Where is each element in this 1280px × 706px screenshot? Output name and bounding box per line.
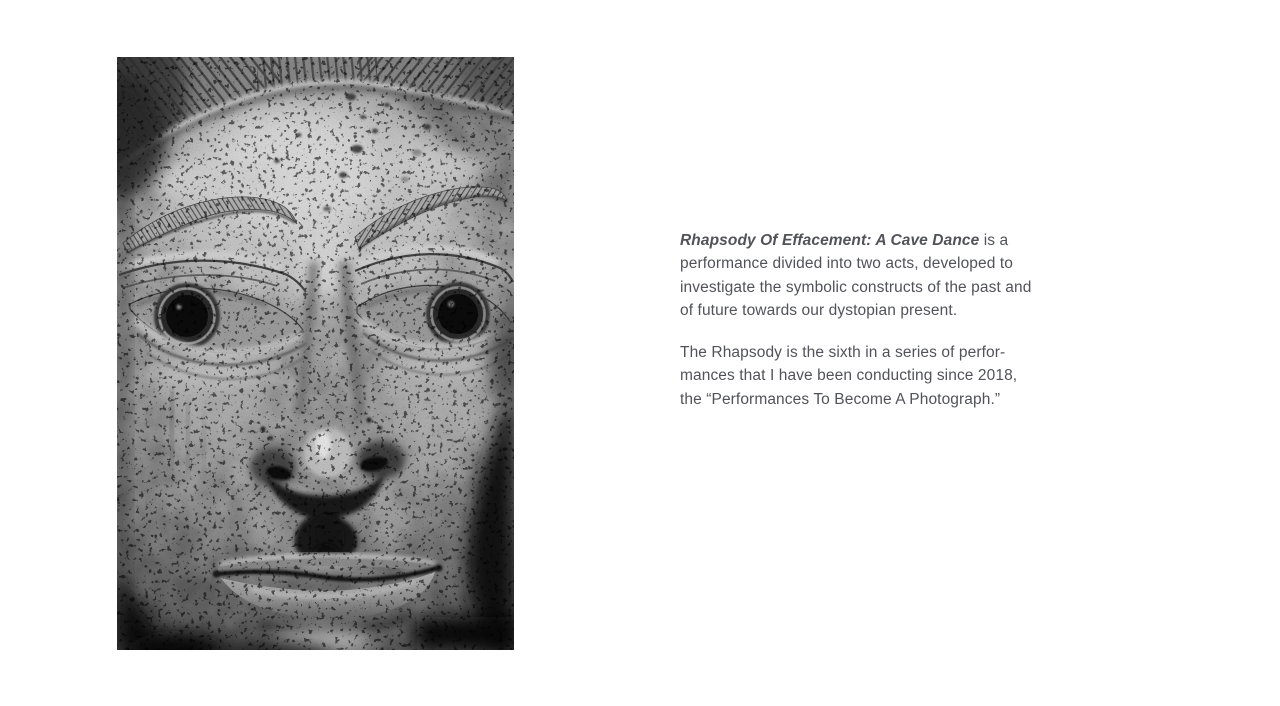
artwork-photo — [117, 57, 514, 650]
bronze-face-illustration — [117, 57, 514, 650]
description-line — [680, 229, 1040, 252]
title-suffix: is a — [979, 232, 1009, 249]
vignette — [117, 57, 514, 650]
description-line: of future towards our dystopian present. — [680, 301, 958, 319]
description-paragraph-2 — [680, 341, 1040, 411]
description-line: performance divided into two acts, developed to — [680, 255, 1013, 273]
description-paragraph-1 — [680, 229, 1040, 322]
description-line: mances that I have been conducting since 2018, — [680, 367, 1018, 385]
description-line: the “Performances To Become A Photograph.” — [680, 390, 1001, 408]
artwork-title: Rhapsody Of Effacement: A Cave Dance — [680, 232, 980, 249]
description-line: investigate the symbolic constructs of the past and — [680, 278, 1032, 296]
description-line: The Rhapsody is the sixth in a series of perfor- — [680, 344, 1006, 362]
artwork-description — [680, 229, 1040, 411]
